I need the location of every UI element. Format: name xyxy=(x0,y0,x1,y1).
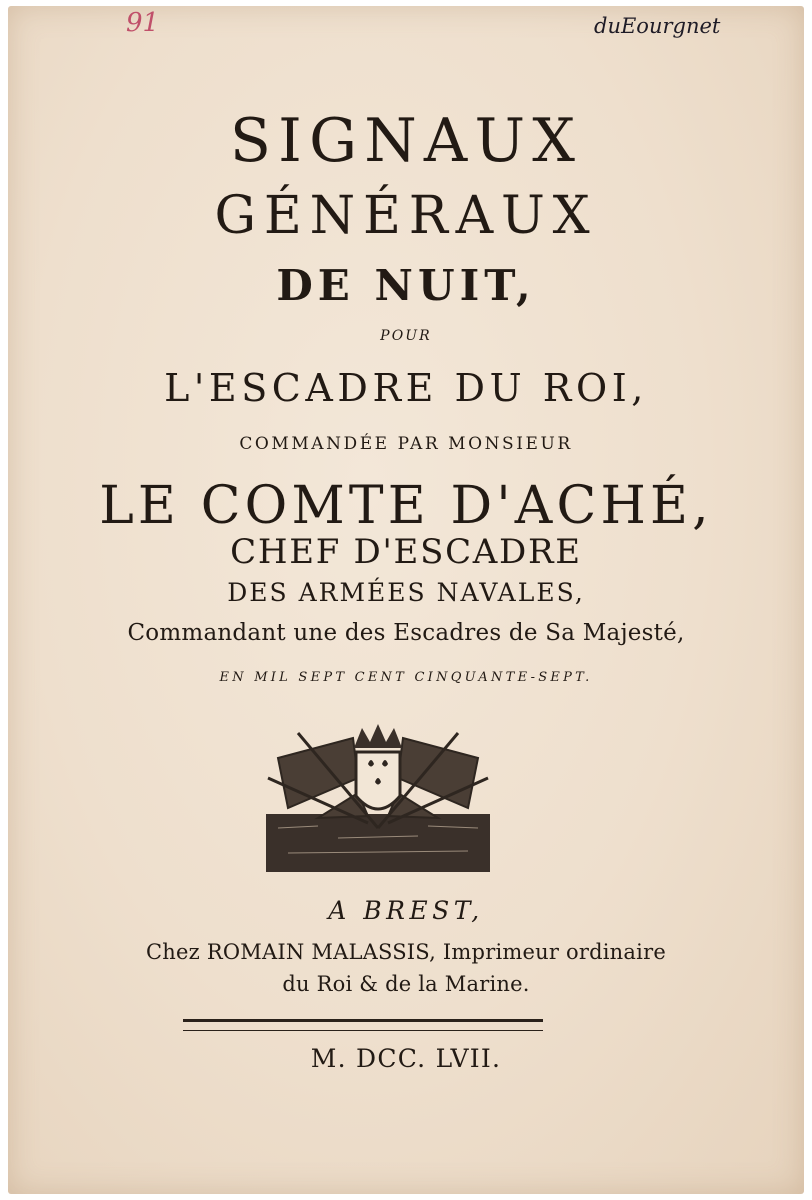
crown-icon xyxy=(354,724,402,748)
title-line-7: LE COMTE D'ACHÉ, xyxy=(99,476,713,536)
royal-arms-woodcut-icon xyxy=(258,718,498,878)
imprint-printer-line-1: Chez ROMAIN MALASSIS, Imprimeur ordinaire xyxy=(146,940,666,964)
title-line-2: GÉNÉRAUX xyxy=(214,186,598,246)
imprint-printer-line-2: du Roi & de la Marine. xyxy=(282,972,530,996)
title-line-1: SIGNAUX xyxy=(229,106,583,176)
title-line-11: EN MIL SEPT CENT CINQUANTE-SEPT. xyxy=(219,670,593,685)
vignette-ground xyxy=(266,814,490,872)
pencil-shelf-mark: 91 xyxy=(126,8,160,38)
title-line-8: CHEF D'ESCADRE xyxy=(230,532,582,572)
owner-signature: duEourgnet xyxy=(594,14,721,38)
title-line-3: DE NUIT, xyxy=(276,261,536,310)
title-page xyxy=(8,6,804,1194)
double-rule xyxy=(183,1019,543,1031)
imprint-date: M. DCC. LVII. xyxy=(310,1044,502,1073)
title-line-6: COMMANDÉE PAR MONSIEUR xyxy=(239,434,573,454)
title-line-9: DES ARMÉES NAVALES, xyxy=(227,578,585,607)
title-line-4: POUR xyxy=(380,328,432,344)
title-line-10: Commandant une des Escadres de Sa Majesté, xyxy=(127,620,685,646)
title-line-5: L'ESCADRE DU ROI, xyxy=(164,366,648,410)
imprint-place: A BREST, xyxy=(328,896,484,925)
